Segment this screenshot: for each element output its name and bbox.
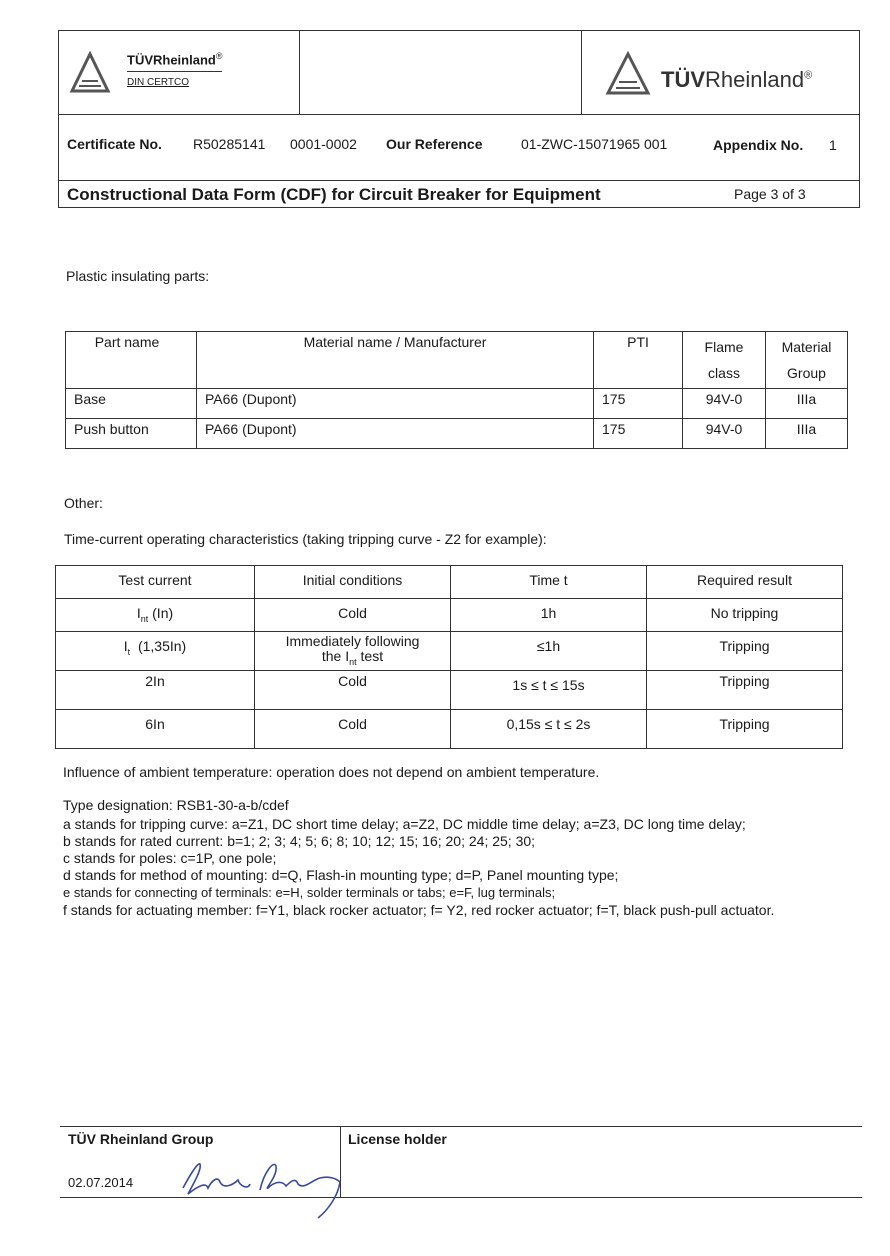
page-number: Page 3 of 3 [734, 186, 806, 202]
note-a: a stands for tripping curve: a=Z1, DC short time delay; a=Z2, DC middle time delay; a=Z3, DC long time delay; [63, 816, 746, 832]
header-material: Material name / Manufacturer [197, 332, 594, 389]
ref-label: Our Reference [386, 136, 483, 152]
result-cell: No tripping [647, 599, 843, 632]
part-name-cell: Base [66, 389, 197, 419]
initial-conditions-cell: Cold [255, 599, 451, 632]
big-logo-rheinland: Rheinland [705, 67, 805, 92]
ambient-note: Influence of ambient temperature: operation does not depend on ambient temperature. [63, 764, 600, 780]
cert-range: 0001-0002 [290, 136, 357, 152]
group-cell: IIIa [766, 389, 848, 419]
table-header-row [56, 566, 843, 599]
initial-conditions-cell: Cold [255, 670, 451, 709]
result-cell: Tripping [647, 670, 843, 709]
table-row [56, 670, 843, 709]
time-cell: 0,15s ≤ t ≤ 2s [451, 709, 647, 748]
note-b: b stands for rated current: b=1; 2; 3; 4; 5; 6; 8; 10; 12; 15; 16; 20; 24; 25; 30; [63, 833, 536, 849]
test-current-cell: 2In [56, 670, 255, 709]
header-time: Time t [451, 566, 647, 599]
header-pti: PTI [594, 332, 683, 389]
test-current-cell: $I_{nt}$ (In) [56, 599, 255, 632]
small-logo-sub: DIN CERTCO [127, 77, 190, 88]
note-f: f stands for actuating member: f=Y1, black rocker actuator; f= Y2, red rocker actuator; f=T, black push-pull actuator. [63, 902, 775, 918]
cert-value: R50285141 [193, 136, 266, 152]
type-designation: Type designation: RSB1-30-a-b/cdef [63, 797, 289, 813]
table-row [56, 709, 843, 748]
flame-cell: 94V-0 [683, 419, 766, 449]
tuv-triangle-icon [69, 51, 111, 95]
table-header-row [66, 332, 848, 389]
footer-date: 02.07.2014 [68, 1175, 134, 1190]
pti-cell: 175 [594, 419, 683, 449]
material-cell: PA66 (Dupont) [197, 389, 594, 419]
tuv-rheinland-logo [599, 51, 849, 103]
result-cell: Tripping [647, 632, 843, 671]
big-logo-reg: ® [804, 69, 813, 82]
table-row [56, 632, 843, 671]
certificate-header [58, 30, 860, 208]
cert-label: Certificate No. [67, 136, 162, 152]
time-cell: 1h [451, 599, 647, 632]
initial-conditions-cell: Immediately following the $I_{nt}$ test [255, 632, 451, 671]
ref-value: 01-ZWC-15071965 001 [521, 136, 668, 152]
tuv-triangle-icon [605, 51, 651, 97]
result-cell: Tripping [647, 709, 843, 748]
header-part-name: Part name [66, 332, 197, 389]
plastic-heading: Plastic insulating parts: [66, 268, 210, 284]
note-d: d stands for method of mounting: d=Q, Flash-in mounting type; d=P, Panel mounting type; [63, 867, 619, 883]
table-row [56, 599, 843, 632]
other-heading: Other: [64, 495, 103, 511]
din-certco-logo [69, 49, 289, 101]
header-test-current: Test current [56, 566, 255, 599]
timecurrent-title: Time-current operating characteristics (taking tripping curve - Z2 for example): [64, 531, 547, 547]
header-material-group: Material Group [766, 332, 848, 389]
header-flame-class: Flame class [683, 332, 766, 389]
license-holder-label: License holder [348, 1131, 447, 1147]
time-current-table [55, 565, 843, 749]
table-row [66, 389, 848, 419]
header-initial-conditions: Initial conditions [255, 566, 451, 599]
footer-top-rule [60, 1126, 862, 1127]
form-title: Constructional Data Form (CDF) for Circuit Breaker for Equipment [67, 185, 601, 204]
small-logo-reg: ® [215, 51, 223, 61]
signature [178, 1150, 348, 1220]
test-current-cell: $I_t$ (1,35In) [56, 632, 255, 671]
flame-cell: 94V-0 [683, 389, 766, 419]
appendix-label: Appendix No. [713, 137, 804, 153]
footer-group: TÜV Rheinland Group [68, 1131, 214, 1147]
initial-conditions-cell: Cold [255, 709, 451, 748]
test-current-cell: 6In [56, 709, 255, 748]
part-name-cell: Push button [66, 419, 197, 449]
time-cell: 1s ≤ t ≤ 15s [451, 670, 647, 709]
big-logo-tuv: TÜV [661, 67, 705, 92]
note-e: e stands for connecting of terminals: e=H, solder terminals or tabs; e=F, lug terminals; [63, 885, 556, 900]
small-logo-brand: TÜVRheinland [127, 52, 216, 68]
table-row [66, 419, 848, 449]
header-required-result: Required result [647, 566, 843, 599]
time-cell: ≤1h [451, 632, 647, 671]
plastic-parts-table [65, 331, 848, 449]
material-cell: PA66 (Dupont) [197, 419, 594, 449]
note-c: c stands for poles: c=1P, one pole; [63, 850, 277, 866]
pti-cell: 175 [594, 389, 683, 419]
group-cell: IIIa [766, 419, 848, 449]
appendix-value: 1 [829, 137, 837, 153]
